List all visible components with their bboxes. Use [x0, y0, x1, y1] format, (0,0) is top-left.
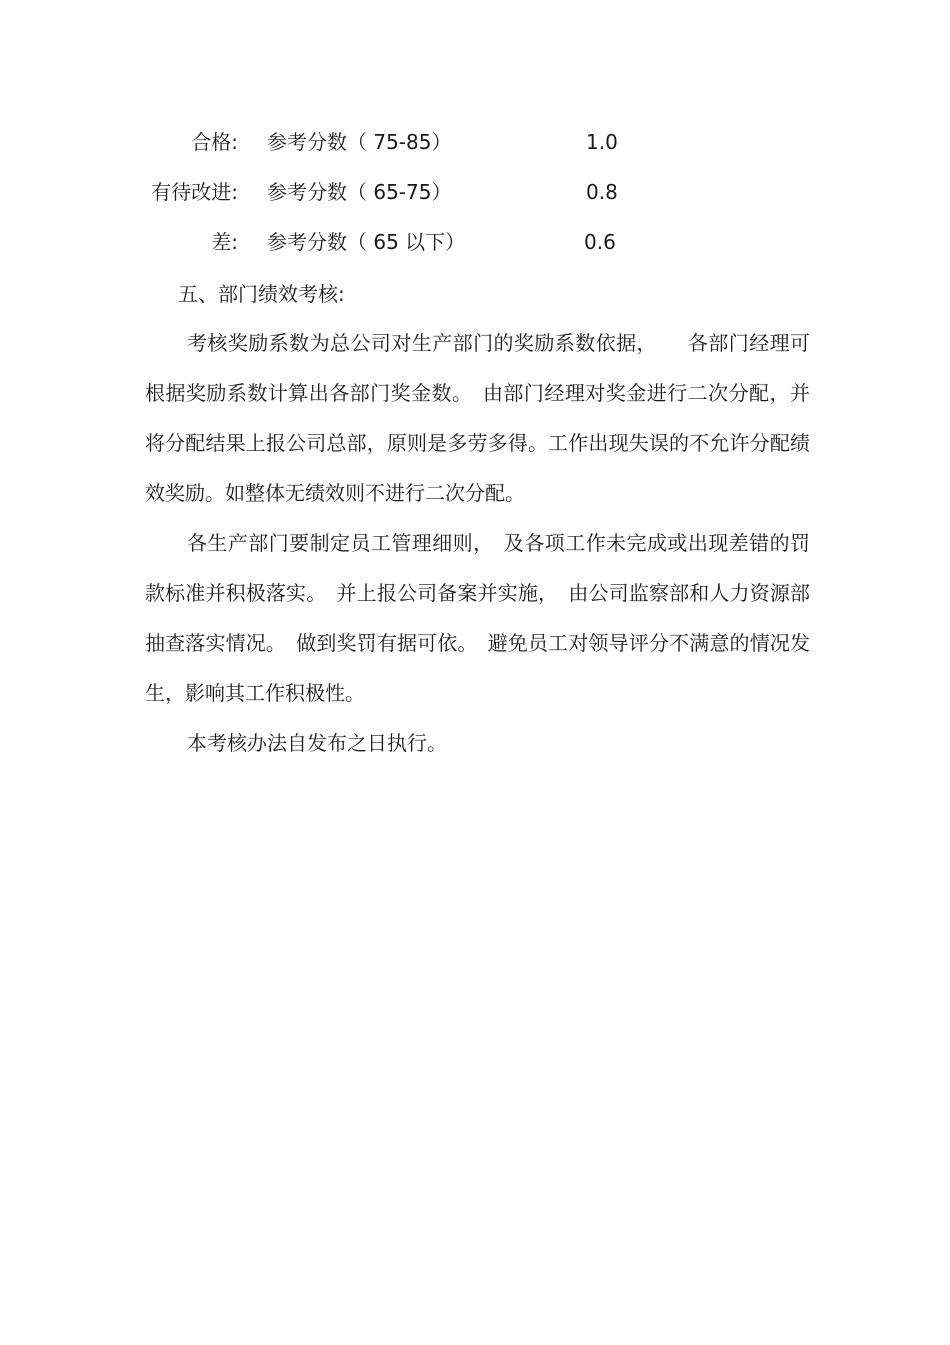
paragraph-effective-date: 本考核办法自发布之日执行。	[187, 731, 447, 755]
grade-reference-score: 参考分数（ 65 以下）	[267, 230, 466, 254]
grade-row-qualified	[0, 127, 950, 157]
grade-label: 差:	[211, 230, 238, 254]
grade-reference-score: 参考分数（ 75-85）	[267, 130, 452, 154]
grade-coefficient: 1.0	[586, 130, 618, 154]
paragraph-reward-coefficient: 考核奖励系数为总公司对生产部门的奖励系数依据， 各部门经理可根据奖励系数计算出各部门奖金数。 由部门经理对奖金进行二次分配，并将分配结果上报公司总部，原则是多劳多得。工作出现失误的不允许分配绩效奖励。如整体无绩效则不进行二次分配。	[145, 331, 810, 505]
section-heading: 五、部门绩效考核:	[178, 282, 345, 306]
grade-reference-score: 参考分数（ 65-75）	[267, 180, 452, 204]
grade-row-poor	[0, 227, 950, 257]
paragraph-management-rules: 各生产部门要制定员工管理细则， 及各项工作未完成或出现差错的罚款标准并积极落实。 并上报公司备案并实施， 由公司监察部和人力资源部抽查落实情况。 做到奖罚有据可依。 避免员工对领导评分不满意的情况发生，影响其工作积极性。	[145, 531, 810, 705]
grade-label: 合格:	[191, 130, 238, 154]
grade-coefficient: 0.8	[586, 180, 618, 204]
grade-coefficient: 0.6	[584, 230, 616, 254]
grade-label: 有待改进:	[151, 180, 238, 204]
grade-row-needs-improvement	[0, 177, 950, 207]
